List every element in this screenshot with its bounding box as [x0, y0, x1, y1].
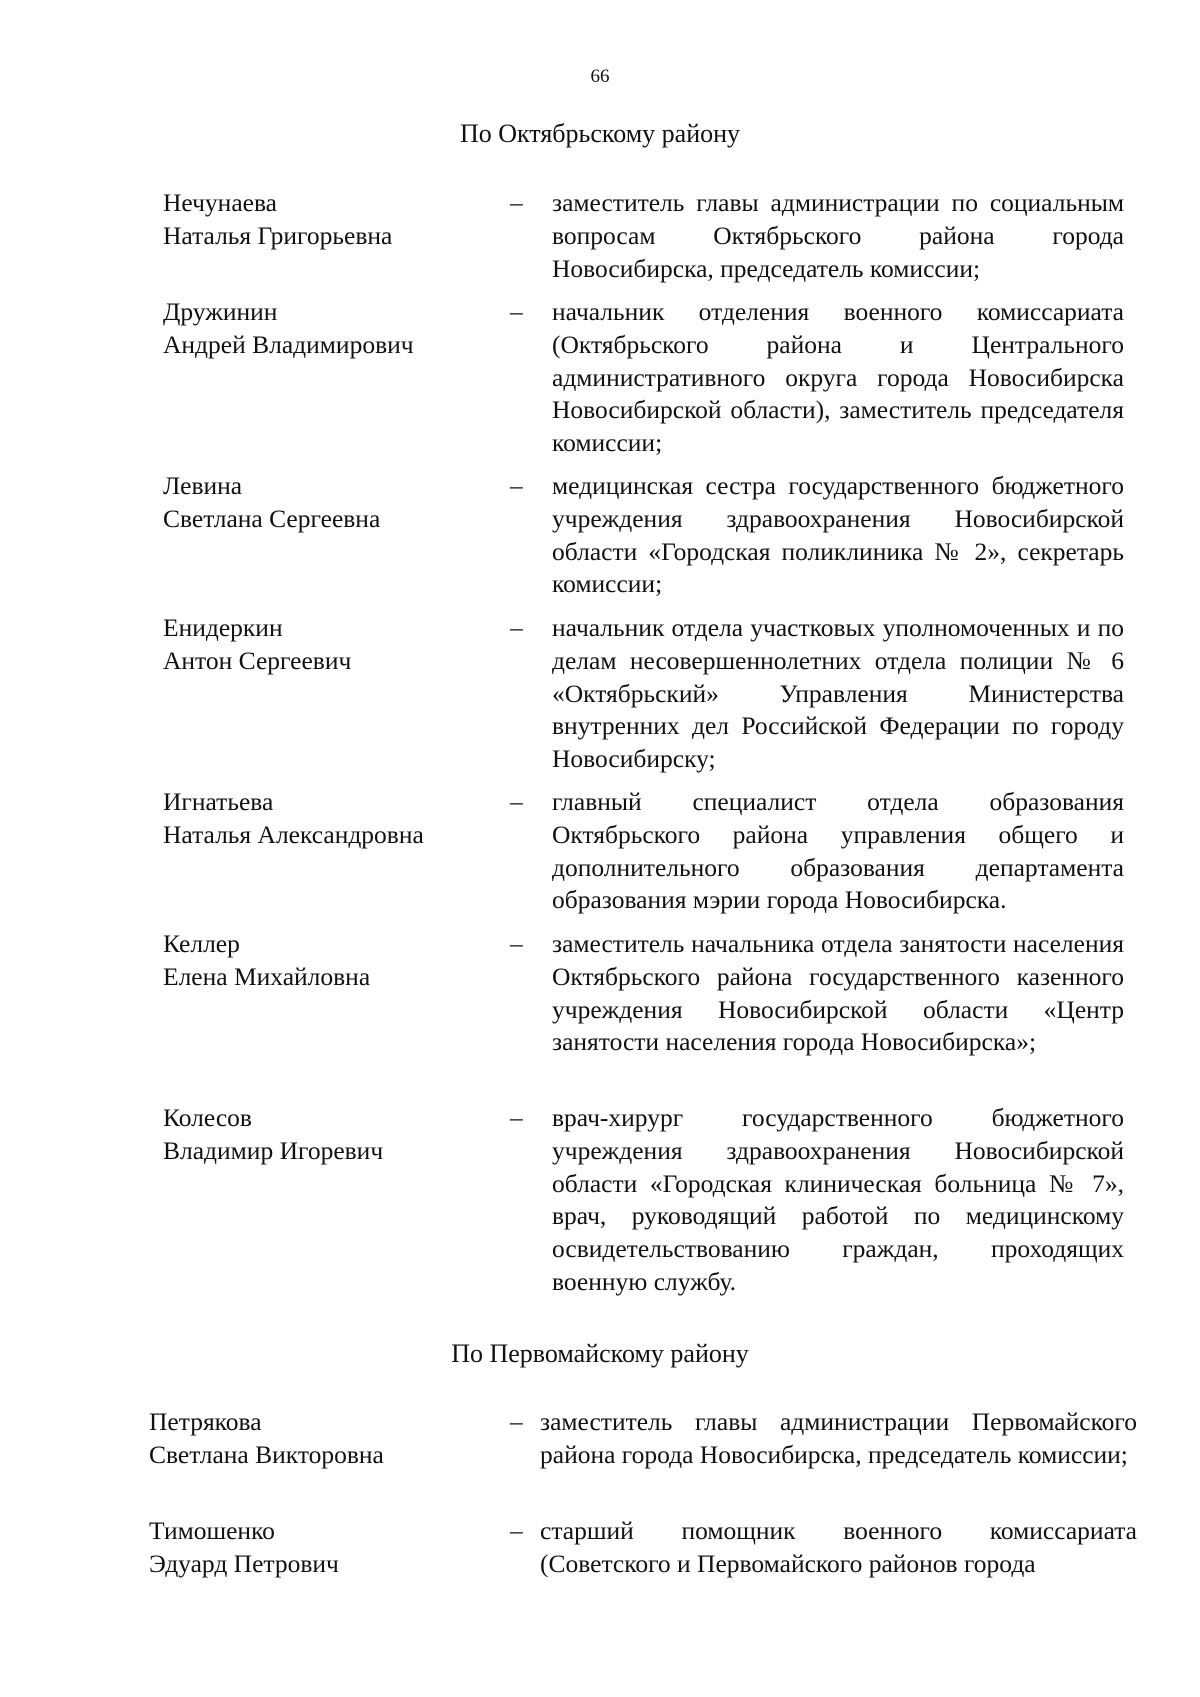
member-name: [163, 1102, 510, 1299]
member-role: заместитель начальника отдела занятости населения Октябрьского района государственного казенного учреждения Новосибирской области «Центр занятости населения города Новосибирска»;: [552, 929, 1124, 1057]
dash-separator: –: [510, 787, 523, 816]
dash-separator: –: [510, 471, 523, 500]
member-role: старший помощник военного комиссариата (Советского и Первомайского районов города: [540, 1516, 1137, 1578]
member-name: [163, 187, 510, 285]
section-heading-pervomaisky: По Первомайскому району: [451, 1339, 749, 1368]
member-given-names: Елена Михайловна: [163, 961, 371, 991]
member-surname: Петрякова: [149, 1407, 262, 1436]
member-given-names: Антон Сергеевич: [163, 645, 352, 675]
member-surname: Игнатьева: [163, 787, 274, 816]
member-name: [163, 470, 510, 601]
member-entry: [163, 786, 1124, 917]
member-role: заместитель главы администрации по социальным вопросам Октябрьского района города Новосибирска, председатель комиссии;: [552, 188, 1124, 283]
dash-separator: –: [510, 188, 523, 217]
member-entry: [149, 1515, 1137, 1581]
member-given-names: Светлана Сергеевна: [163, 503, 381, 533]
member-entry: [163, 296, 1124, 460]
member-given-names: Владимир Игоревич: [163, 1135, 384, 1165]
member-given-names: Светлана Викторовна: [149, 1439, 384, 1469]
member-role: начальник отдела участковых уполномоченных и по делам несовершеннолетних отдела полиции № 6 «Октябрьский» Управления Министерства внутренних дел Российской Федерации по городу Новосибирску;: [552, 613, 1124, 774]
member-entry: [163, 928, 1124, 1059]
member-entry: [163, 612, 1124, 776]
member-entry: [163, 470, 1124, 601]
member-role: заместитель главы администрации Первомайского района города Новосибирска, председатель комиссии;: [540, 1407, 1137, 1469]
member-surname: Енидеркин: [163, 613, 283, 642]
member-name: [149, 1515, 510, 1581]
member-name: [163, 786, 510, 917]
member-entry: [163, 187, 1124, 285]
member-surname: Келлер: [163, 929, 240, 958]
dash-separator: –: [510, 297, 523, 326]
member-surname: Тимошенко: [149, 1516, 275, 1545]
member-surname: Левина: [163, 471, 243, 500]
member-name: [163, 296, 510, 460]
member-role: главный специалист отдела образования Октябрьского района управления общего и дополнительного образования департамента образования мэрии города Новосибирска.: [552, 787, 1124, 915]
dash-separator: –: [510, 929, 523, 958]
member-entry: [163, 1102, 1124, 1299]
section-heading-oktyabrsky: По Октябрьскому району: [459, 119, 741, 148]
member-name: [163, 612, 510, 776]
member-surname: Колесов: [163, 1103, 252, 1132]
member-given-names: Эдуард Петрович: [149, 1548, 339, 1578]
member-surname: Нечунаева: [163, 188, 277, 217]
member-surname: Дружинин: [163, 297, 278, 326]
dash-separator: –: [510, 1103, 523, 1132]
member-given-names: Андрей Владимирович: [163, 329, 414, 359]
member-role: начальник отделения военного комиссариата (Октябрьского района и Центрального административного округа города Новосибирска Новосибирской области), заместитель председателя комиссии;: [552, 297, 1124, 458]
member-given-names: Наталья Григорьевна: [163, 220, 393, 250]
member-given-names: Наталья Александровна: [163, 819, 424, 849]
dash-separator: –: [510, 613, 523, 642]
member-name: [149, 1406, 510, 1472]
member-entry: [149, 1406, 1137, 1472]
member-role: медицинская сестра государственного бюджетного учреждения здравоохранения Новосибирской области «Городская поликлиника № 2», секретарь комиссии;: [552, 471, 1124, 599]
member-role: врач-хирург государственного бюджетного учреждения здравоохранения Новосибирской области «Городская клиническая больница № 7», врач, руководящий работой по медицинскому освидетельствованию граждан, проходящих военную службу.: [552, 1103, 1124, 1296]
dash-separator: –: [510, 1407, 523, 1436]
dash-separator: –: [510, 1516, 523, 1545]
page-number: 66: [590, 66, 610, 87]
member-name: [163, 928, 510, 1059]
